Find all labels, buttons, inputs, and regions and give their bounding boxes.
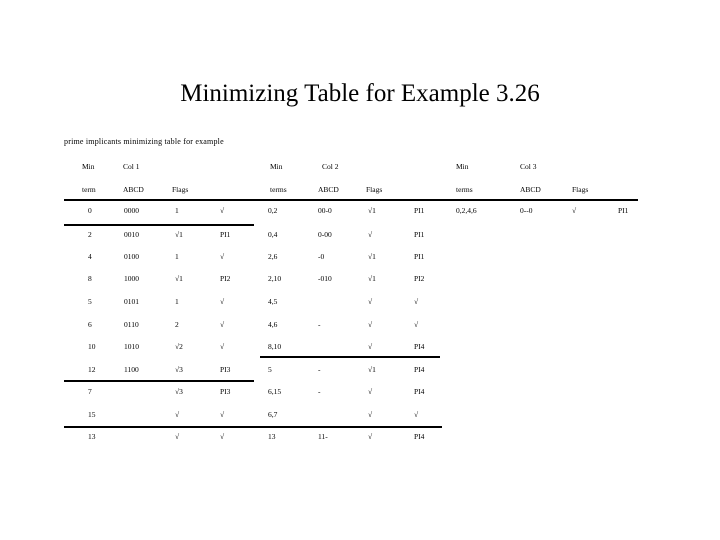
table-cell: √ — [368, 342, 373, 351]
header-term: terms — [270, 185, 287, 194]
table-cell: 0-00 — [318, 230, 332, 239]
table-cell: √ — [368, 230, 373, 239]
table-cell: √ — [414, 410, 419, 419]
header-flags: Flags — [572, 185, 589, 194]
table-cell: -0 — [318, 252, 325, 261]
table-cell: 6,15 — [268, 387, 282, 396]
group-rule — [64, 224, 254, 226]
table-cell: √1 — [175, 230, 183, 239]
header-flags: Flags — [172, 185, 189, 194]
table-cell: 2,10 — [268, 274, 282, 283]
table-cell: 1010 — [124, 342, 139, 351]
group-rule — [64, 380, 254, 382]
table-cell: PI1 — [220, 230, 231, 239]
table-cell: 1 — [175, 252, 179, 261]
table-cell: √ — [220, 410, 225, 419]
table-cell: PI4 — [414, 432, 425, 441]
table-cell: - — [318, 320, 321, 329]
table-cell: 12 — [88, 365, 96, 374]
table-cell: 1100 — [124, 365, 139, 374]
table-cell: √2 — [175, 342, 183, 351]
table-cell: √ — [220, 320, 225, 329]
table-cell: 1 — [175, 297, 179, 306]
table-cell: - — [318, 387, 321, 396]
slide-title: Minimizing Table for Example 3.26 — [180, 80, 540, 107]
table-cell: √3 — [175, 387, 183, 396]
table-cell: √ — [175, 410, 180, 419]
table-cell: PI1 — [414, 252, 425, 261]
table-cell: 11- — [318, 432, 328, 441]
header-min: Min — [456, 162, 469, 171]
table-cell: PI1 — [414, 206, 425, 215]
table-cell: 6 — [88, 320, 92, 329]
table-cell: √ — [368, 320, 373, 329]
table-cell: √ — [368, 432, 373, 441]
table-cell: 13 — [268, 432, 276, 441]
header-term: terms — [456, 185, 473, 194]
table-cell: √ — [220, 206, 225, 215]
table-cell: PI3 — [220, 365, 231, 374]
table-cell: √ — [220, 297, 225, 306]
table-cell: 2 — [175, 320, 179, 329]
table-cell: 0,4 — [268, 230, 278, 239]
table-cell: PI4 — [414, 365, 425, 374]
table-cell: 15 — [88, 410, 96, 419]
table-cell: √1 — [368, 206, 376, 215]
table-cell: 5 — [268, 365, 272, 374]
header-abcd: ABCD — [520, 185, 541, 194]
header-min: Min — [82, 162, 95, 171]
table-cell: 0000 — [124, 206, 139, 215]
table-cell: 13 — [88, 432, 96, 441]
table-cell: 1000 — [124, 274, 139, 283]
table-cell: √ — [368, 410, 373, 419]
table-cell: √1 — [368, 252, 376, 261]
table-cell: 6,7 — [268, 410, 278, 419]
table-cell: PI2 — [220, 274, 231, 283]
group-rule — [64, 426, 442, 428]
table-cell: √ — [572, 206, 577, 215]
table-cell: 00-0 — [318, 206, 332, 215]
table-cell: 8 — [88, 274, 92, 283]
table-cell: 10 — [88, 342, 96, 351]
table-cell: PI3 — [220, 387, 231, 396]
table-cell: PI1 — [618, 206, 629, 215]
table-cell: -010 — [318, 274, 332, 283]
table-cell: √1 — [175, 274, 183, 283]
table-cell: √1 — [368, 274, 376, 283]
table-cell: √1 — [368, 365, 376, 374]
header-min: Min — [270, 162, 283, 171]
table-cell: PI4 — [414, 387, 425, 396]
table-cell: - — [318, 365, 321, 374]
table-cell: √ — [414, 320, 419, 329]
table-cell: √ — [175, 432, 180, 441]
table-cell: √3 — [175, 365, 183, 374]
table-cell: √ — [368, 387, 373, 396]
table-cell: 4,6 — [268, 320, 278, 329]
table-cell: 0,2 — [268, 206, 278, 215]
table-cell: 4 — [88, 252, 92, 261]
table-cell: PI4 — [414, 342, 425, 351]
header-col: Col 1 — [123, 162, 140, 171]
table-cell: √ — [220, 432, 225, 441]
table-caption: prime implicants minimizing table for example — [64, 137, 224, 146]
table-cell: 0010 — [124, 230, 139, 239]
table-cell: 0110 — [124, 320, 139, 329]
header-flags: Flags — [366, 185, 383, 194]
table-cell: 2 — [88, 230, 92, 239]
group-rule — [260, 356, 440, 358]
header-col: Col 3 — [520, 162, 537, 171]
table-cell: 0--0 — [520, 206, 533, 215]
table-cell: 0 — [88, 206, 92, 215]
table-cell: PI2 — [414, 274, 425, 283]
table-cell: √ — [414, 297, 419, 306]
table-cell: 7 — [88, 387, 92, 396]
header-abcd: ABCD — [318, 185, 339, 194]
header-term: term — [82, 185, 96, 194]
table-cell: √ — [220, 342, 225, 351]
table-cell: 0,2,4,6 — [456, 206, 477, 215]
table-cell: √ — [368, 297, 373, 306]
table-cell: 4,5 — [268, 297, 278, 306]
header-rule — [64, 199, 638, 201]
table-cell: PI1 — [414, 230, 425, 239]
table-cell: 8,10 — [268, 342, 282, 351]
table-cell: 5 — [88, 297, 92, 306]
table-cell: 1 — [175, 206, 179, 215]
header-col: Col 2 — [322, 162, 339, 171]
table-cell: 0100 — [124, 252, 139, 261]
header-abcd: ABCD — [123, 185, 144, 194]
table-cell: 0101 — [124, 297, 139, 306]
table-cell: √ — [220, 252, 225, 261]
table-cell: 2,6 — [268, 252, 278, 261]
